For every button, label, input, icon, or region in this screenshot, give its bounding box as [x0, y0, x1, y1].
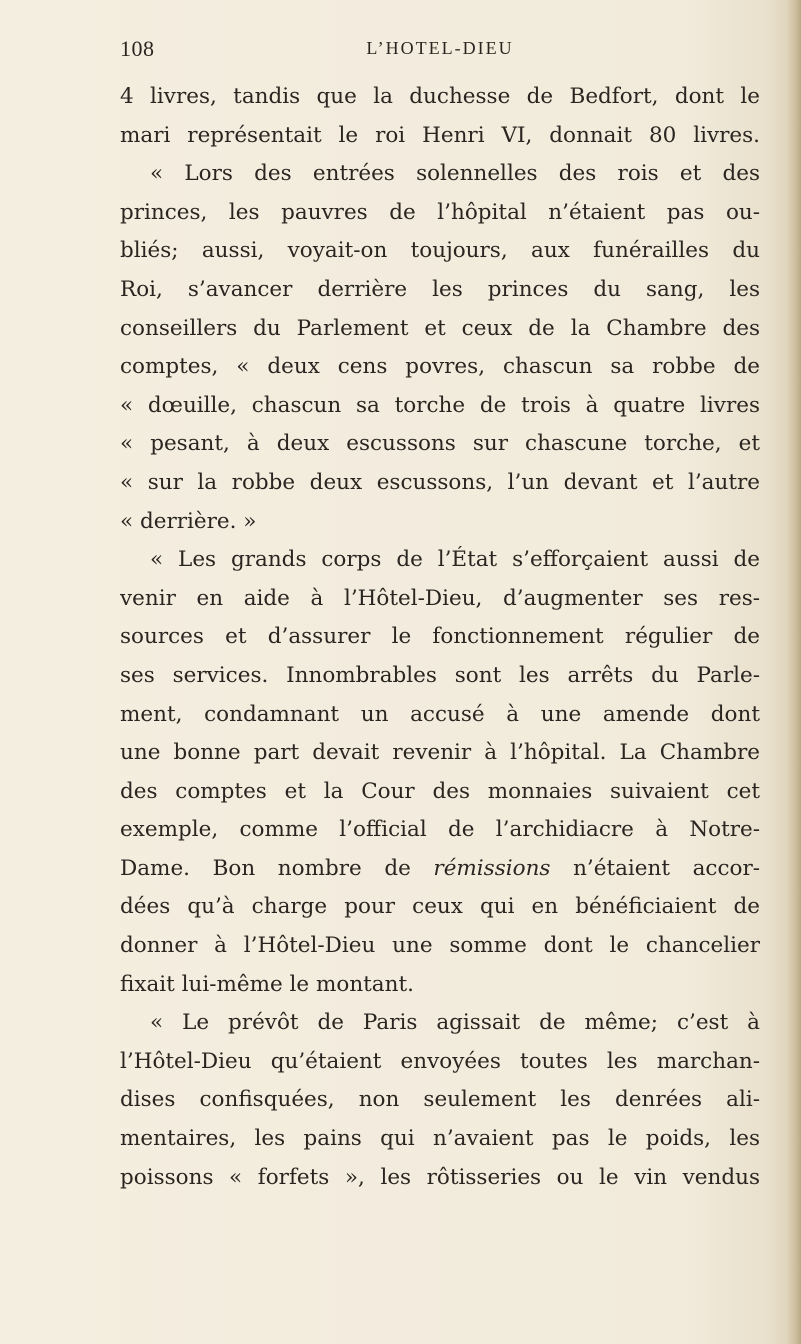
- body-text: [120, 78, 760, 1197]
- text-line: « sur la robbe deux escussons, l’un devant et l’autre: [120, 469, 760, 495]
- text-line: donner à l’Hôtel-Dieu une somme dont le chancelier: [120, 933, 760, 959]
- text-span: Dame. Bon nombre de: [120, 855, 434, 881]
- text-span: n’étaient accor-: [550, 855, 760, 881]
- text-line: ment, condamnant un accusé à une amende dont: [120, 701, 760, 727]
- text-line: conseillers du Parlement et ceux de la Chambre des: [120, 315, 760, 341]
- text-line: ses services. Innombrables sont les arrêts du Parle-: [120, 662, 760, 688]
- text-line: « Le prévôt de Paris agissait de même; c’est à: [150, 1010, 760, 1036]
- italic-word: rémissions: [433, 855, 551, 881]
- page-header: [120, 36, 760, 66]
- text-line: 4 livres, tandis que la duchesse de Bedfort, dont le: [120, 84, 760, 109]
- text-line: « Lors des entrées solennelles des rois et des: [150, 161, 760, 187]
- text-line: comptes, « deux cens povres, chascun sa robbe de: [120, 354, 760, 380]
- text-line: « pesant, à deux escussons sur chascune torche, et: [120, 431, 760, 457]
- text-line: l’Hôtel-Dieu qu’étaient envoyées toutes les marchan-: [120, 1048, 760, 1074]
- text-line: dises confisquées, non seulement les denrées ali-: [120, 1087, 760, 1113]
- text-line: « dœuille, chascun sa torche de trois à quatre livres: [120, 392, 760, 418]
- text-line: « Les grands corps de l’État s’efforçaient aussi de: [150, 547, 760, 573]
- text-line: sources et d’assurer le fonctionnement régulier de: [120, 624, 760, 650]
- page-edge-shadow: [787, 0, 801, 1344]
- text-line: princes, les pauvres de l’hôpital n’étaient pas ou-: [120, 199, 760, 225]
- text-line: des comptes et la Cour des monnaies suivaient cet: [120, 778, 760, 804]
- text-line: mentaires, les pains qui n’avaient pas le poids, les: [120, 1126, 760, 1152]
- running-head: L’HOTEL-DIEU: [366, 38, 514, 58]
- text-line: fixait lui-même le montant.: [120, 971, 414, 997]
- text-line: poissons « forfets », les rôtisseries ou le vin vendus: [120, 1164, 760, 1190]
- text-line: dées qu’à charge pour ceux qui en bénéficiaient de: [120, 894, 760, 920]
- text-line: « derrière. »: [120, 508, 257, 534]
- text-line: bliés; aussi, voyait-on toujours, aux funérailles du: [120, 238, 760, 264]
- text-line: venir en aide à l’Hôtel-Dieu, d’augmenter ses res-: [120, 585, 760, 611]
- text-line: Roi, s’avancer derrière les princes du sang, les: [120, 276, 760, 302]
- text-line: une bonne part devait revenir à l’hôpital. La Chambre: [120, 740, 760, 766]
- text-line-with-italic: [120, 850, 760, 889]
- text-line: exemple, comme l’official de l’archidiacre à Notre-: [120, 817, 760, 843]
- text-line: mari représentait le roi Henri VI, donnait 80 livres.: [120, 122, 760, 148]
- page-number: 108: [120, 36, 155, 61]
